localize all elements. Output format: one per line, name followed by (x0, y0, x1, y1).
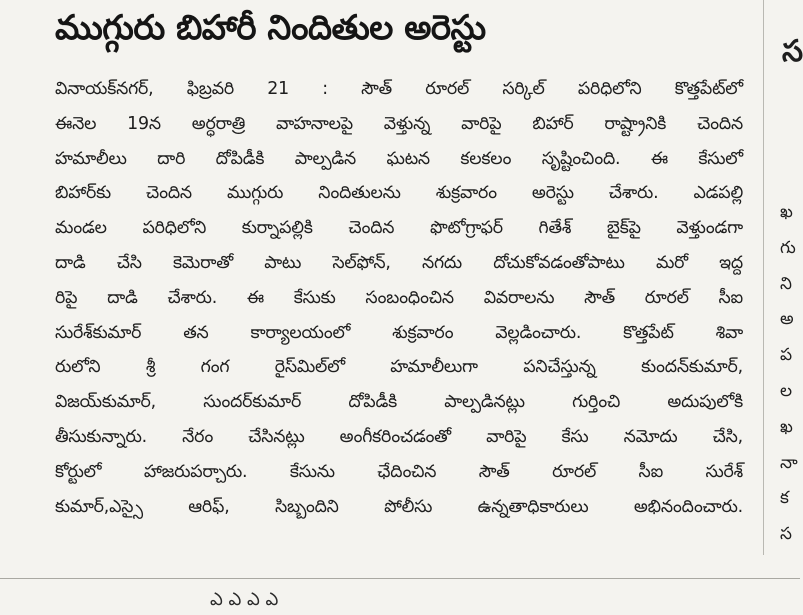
adjacent-headline-fragment: స (782, 34, 803, 69)
article-body (55, 72, 743, 524)
body-line: తీసుకున్నారు. నేరం చేసినట్లు అంగీకరించడంతో వారిపై కేసు నమోదు చేసి, (55, 426, 743, 447)
body-line: కుమార్,ఎస్సై ఆరిఫ్, సిబ్బందిని పోలీసు ఉన్నతాధికారులు అభినందించారు. (55, 496, 743, 517)
body-line: విజయ్‌కుమార్, సుందర్‌కుమార్ దోపిడీకి పాల్పడినట్లు గుర్తించి అదుపులోకి (55, 392, 743, 413)
adjacent-line-fragment: గు (780, 237, 796, 258)
article-headline: ముగ్గురు బిహారీ నిందితుల అరెస్టు (55, 8, 486, 48)
body-line: హమాలీలు దారి దోపిడీకి పాల్పడిన ఘటన కలకలం సృష్టించింది. ఈ కేసులో (55, 148, 743, 169)
adjacent-line-fragment: ప (780, 345, 793, 366)
body-line: రిపై దాడి చేశారు. ఈ కేసుకు సంబంధించిన వివరాలను సౌత్ రూరల్ సీఐ (55, 287, 743, 308)
body-line: రులోని శ్రీ గంగ రైస్‌మిల్‌లో హమాలీలుగా పనిచేస్తున్న కుందన్‌కుమార్, (55, 357, 743, 378)
body-line: దాడి చేసి కెమెరాతో పాటు సెల్‌ఫోన్, నగదు దోచుకోవడంతోపాటు మరో ఇద్ద (55, 252, 743, 273)
adjacent-line-fragment: ఖ (780, 202, 793, 222)
adjacent-line-fragment: స (780, 524, 792, 545)
body-line: బిహార్‌కు చెందిన ముగ్గురు నిందితులను శుక్రవారం అరెస్టు చేశారు. ఎడపల్లి (55, 183, 743, 204)
adjacent-line-fragment: ల (780, 380, 793, 401)
body-line: వినాయక్‌నగర్, ఫిబ్రవరి 21 : సౌత్ రూరల్ సర్కిల్ పరిధిలోని కొత్తపేట్‌లో (55, 79, 743, 99)
adjacent-line-fragment: ఖ (780, 416, 793, 437)
adjacent-line-fragment: నా (780, 452, 798, 473)
adjacent-line-fragment: ని (780, 273, 792, 294)
column-divider (763, 0, 764, 555)
body-line: కోర్టులో హాజరుపర్చారు. కేసును ఛేదించిన సౌత్ రూరల్ సీఐ సురేశ్ (55, 461, 743, 482)
adjacent-column-clipped (766, 0, 803, 575)
body-line: సురేశ్‌కుమార్ తన కార్యాలయంలో శుక్రవారం వెల్లడించారు. కొత్తపేట్ శివా (55, 322, 743, 343)
body-line: మండల పరిధిలోని కుర్నాపల్లికి చెందిన ఫొటోగ్రాఫర్ గితేశ్ బైక్‌పై వెళ్తుండగా (55, 218, 743, 239)
next-article-fragment: ఎ ఎ ఎ ఎ (210, 589, 279, 610)
adjacent-body-fragments (780, 195, 798, 553)
adjacent-line-fragment: అ (780, 309, 794, 330)
body-line: ఈనెల 19న అర్ధరాత్రి వాహనాలపై వెళ్తున్న వారిపై బిహార్ రాష్ట్రానికి చెందిన (55, 113, 743, 134)
adjacent-line-fragment: క (780, 488, 789, 509)
bottom-divider (0, 578, 800, 579)
